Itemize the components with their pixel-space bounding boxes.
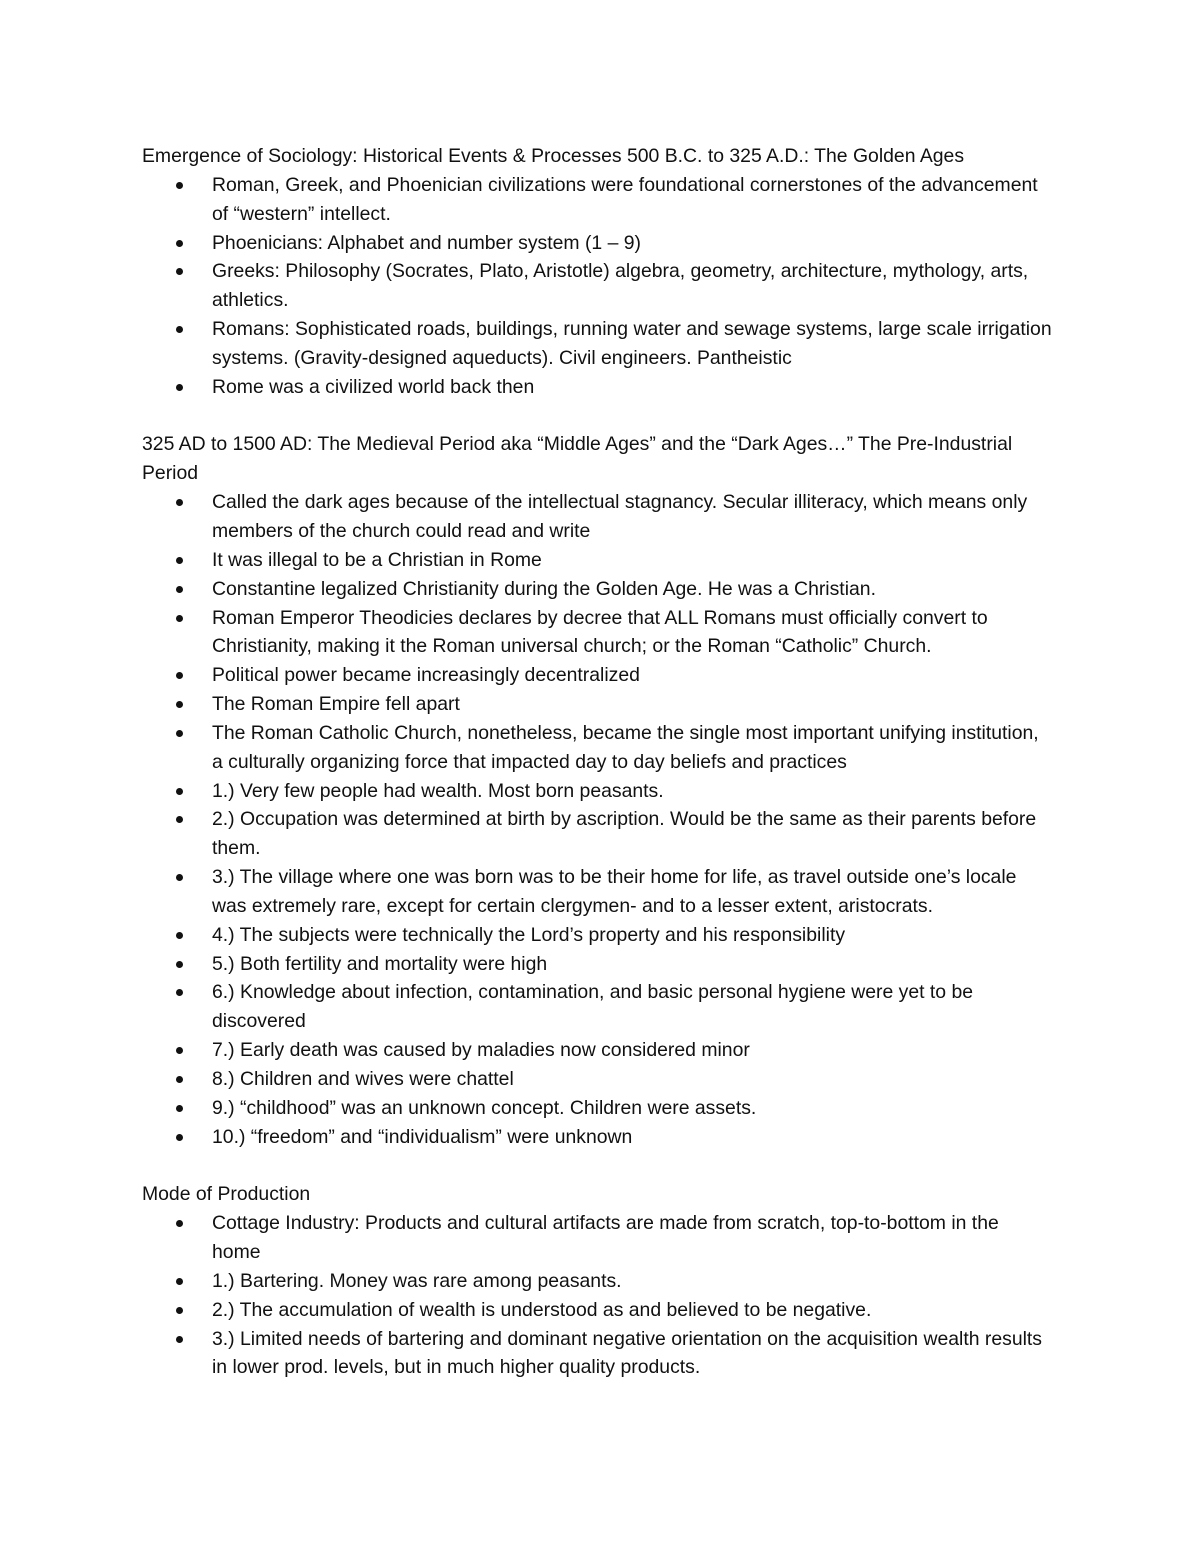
bullet-icon [176,989,183,996]
list-item [142,1065,1052,1094]
list-item-text: Constantine legalized Christianity during the Golden Age. He was a Christian. [212,577,876,600]
bullet-icon [176,816,183,823]
bullet-icon [176,557,183,564]
list-item-text: Romans: Sophisticated roads, buildings, running water and sewage systems, large scale irrigation systems. (Gravity-designed aqueducts). Civil engineers. Pantheistic [212,318,1052,369]
list-item [142,604,1052,662]
list-item-text: Roman Emperor Theodicies declares by decree that ALL Romans must officially convert to Christianity, making it the Roman universal church; or the Roman “Catholic” Church. [212,606,988,658]
section-heading: Emergence of Sociology: Historical Events & Processes 500 B.C. to 325 A.D.: The Golden Ages [142,145,965,167]
list-item [142,315,1052,373]
bullet-icon [176,1278,183,1285]
bullet-icon [176,1134,183,1141]
list-item-text: 6.) Knowledge about infection, contamination, and basic personal hygiene were yet to be discovered [212,981,974,1033]
bullet-icon [176,1307,183,1314]
list-item-text: The Roman Catholic Church, nonetheless, became the single most important unifying institution, a culturally organizing force that impacted day to day beliefs and practices [212,721,1039,773]
bullet-icon [176,384,183,391]
list-item [142,921,1052,950]
list-item-text: 3.) The village where one was born was to be their home for life, as travel outside one’s locale was extremely rare, except for certain clergymen- and to a lesser extent, aristocrats. [212,866,1017,917]
list-item-text: Greeks: Philosophy (Socrates, Plato, Aristotle) algebra, geometry, architecture, mythology, arts, athletics. [212,260,1029,312]
bullet-icon [176,1220,183,1227]
list-item [142,171,1052,229]
section-1 [142,142,1052,402]
list-item [142,805,1052,863]
list-item [142,1296,1052,1325]
list-item-text: Phoenicians: Alphabet and number system (1 – 9) [212,231,641,254]
list-item [142,1123,1052,1152]
bullet-icon [176,932,183,939]
section-3 [142,1180,1052,1382]
list-item [142,777,1052,806]
list-item [142,546,1052,575]
bullet-icon [176,499,183,506]
list-item [142,950,1052,979]
bullet-icon [176,326,183,333]
bullet-icon [176,268,183,275]
list-item [142,1094,1052,1123]
bullet-icon [176,182,183,189]
list-item [142,1325,1052,1383]
bullet-icon [176,586,183,593]
bullet-icon [176,1105,183,1112]
list-item [142,488,1052,546]
bullet-icon [176,1047,183,1054]
section-heading: Mode of Production [142,1183,311,1206]
list-item-text: Roman, Greek, and Phoenician civilizations were foundational cornerstones of the advancement of “western” intellect. [212,173,1038,225]
list-item-text: Political power became increasingly decentralized [212,664,640,687]
list-item [142,978,1052,1036]
list-item [142,575,1052,604]
bullet-icon [176,788,183,795]
list-item [142,863,1052,921]
list-item [142,257,1052,315]
bullet-icon [176,961,183,968]
list-item-text: Cottage Industry: Products and cultural artifacts are made from scratch, top-to-bottom in the home [212,1212,999,1264]
list-item-text: The Roman Empire fell apart [212,693,460,716]
list-item-text: 10.) “freedom” and “individualism” were unknown [212,1125,633,1148]
list-item [142,661,1052,690]
bullet-icon [176,615,183,622]
bullet-icon [176,730,183,737]
bullet-icon [176,874,183,881]
document-body [142,142,1052,1382]
bullet-list [142,488,1052,1151]
bullet-icon [176,1336,183,1343]
bullet-icon [176,701,183,708]
list-item-text: 4.) The subjects were technically the Lord’s property and his responsibility [212,923,846,946]
list-item-text: 9.) “childhood” was an unknown concept. Children were assets. [212,1096,757,1119]
list-item [142,373,1052,402]
list-item-text: 5.) Both fertility and mortality were high [212,952,548,975]
list-item-text: 3.) Limited needs of bartering and dominant negative orientation on the acquisition wealth results in lower prod. levels, but in much higher quality products. [212,1327,1043,1379]
list-item-text: 2.) The accumulation of wealth is understood as and believed to be negative. [212,1298,872,1321]
list-item-text: 8.) Children and wives were chattel [212,1068,514,1090]
section-2 [142,430,1052,1151]
bullet-icon [176,1076,183,1083]
bullet-icon [176,240,183,247]
list-item-text: 7.) Early death was caused by maladies now considered minor [212,1039,750,1062]
list-item-text: 1.) Bartering. Money was rare among peasants. [212,1269,622,1292]
list-item [142,1209,1052,1267]
list-item-text: 1.) Very few people had wealth. Most born peasants. [212,779,664,802]
list-item [142,719,1052,777]
list-item [142,1267,1052,1296]
list-item-text: Rome was a civilized world back then [212,375,535,398]
bullet-list [142,1209,1052,1382]
section-heading: 325 AD to 1500 AD: The Medieval Period aka “Middle Ages” and the “Dark Ages…” The Pre-Industrial Period [142,433,1013,485]
bullet-icon [176,672,183,679]
list-item-text: Called the dark ages because of the intellectual stagnancy. Secular illiteracy, which means only members of the church could read and write [212,491,1028,542]
bullet-list [142,171,1052,402]
list-item [142,690,1052,719]
list-item-text: 2.) Occupation was determined at birth by ascription. Would be the same as their parents before them. [212,808,1037,860]
list-item [142,229,1052,258]
list-item-text: It was illegal to be a Christian in Rome [212,548,542,571]
list-item [142,1036,1052,1065]
